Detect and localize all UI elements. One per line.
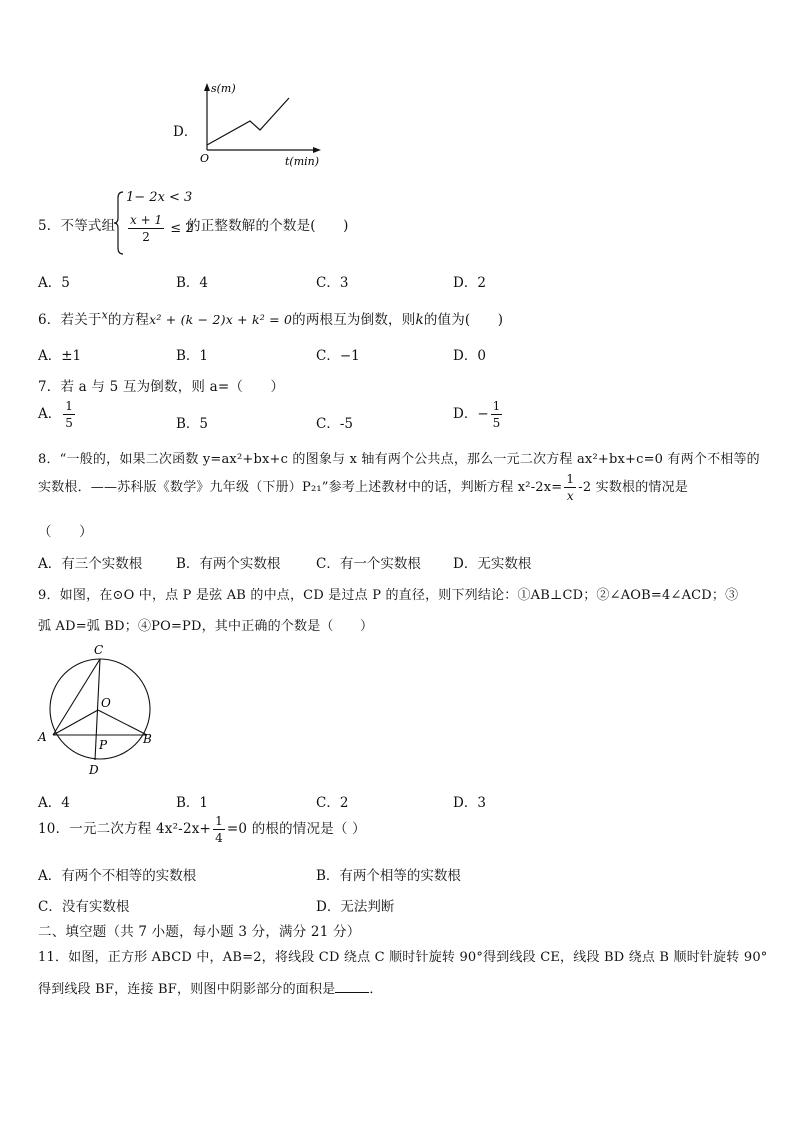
q10-option-d[interactable]: D．无法判断	[316, 899, 395, 915]
q5-inequality-2	[126, 214, 194, 243]
circle-figure	[35, 640, 160, 780]
q8-option-a[interactable]: A．有三个实数根	[38, 556, 143, 572]
q8-line-1: 8．“一般的，如果二次函数 y=ax²+bx+c 的图象与 x 轴有两个公共点，那么一元二次方程 ax²+bx+c=0 有两个不相等的	[38, 452, 760, 467]
q9-line-1: 9．如图，在⊙O 中，点 P 是弦 AB 的中点，CD 是过点 P 的直径，则下列结论：①AB⊥CD；②∠AOB=4∠ACD；③	[38, 588, 739, 603]
q6-option-a[interactable]: A．±1	[38, 348, 82, 364]
q7-opt-a-num: 1	[65, 399, 73, 413]
line-ao	[53, 710, 98, 735]
q8-line-2	[38, 473, 688, 502]
q6-option-c[interactable]: C．−1	[316, 348, 360, 364]
q7-opt-a-den: 5	[65, 416, 73, 430]
q8-line-3: （ ）	[38, 524, 93, 540]
q5-suffix: 的正整数解的个数是( )	[187, 218, 349, 234]
label-o: O	[101, 696, 111, 710]
q7-opt-d-num: 1	[492, 399, 501, 413]
option-d-label: D．	[173, 124, 198, 140]
q7-opt-d-label: D．−	[453, 406, 489, 422]
q7-option-a[interactable]	[38, 400, 77, 429]
line-ob	[98, 710, 147, 735]
q5-option-d[interactable]: D．2	[453, 275, 486, 291]
q7-opt-d-den: 5	[492, 416, 501, 430]
q6-equation: x² + (k − 2)x + k² = 0	[149, 312, 293, 327]
q10-option-b[interactable]: B．有两个相等的实数根	[316, 868, 461, 884]
q10-frac-den: 4	[215, 831, 223, 845]
q11-line-2-text: 得到线段 BF，连接 BF，则图中阴影部分的面积是	[38, 982, 336, 997]
label-b: B	[143, 732, 152, 746]
q7-opt-a-label: A．	[38, 406, 62, 422]
q6-text-4: 的值为( )	[423, 312, 504, 328]
label-p: P	[99, 738, 108, 752]
q7-option-d[interactable]	[453, 400, 504, 429]
q5-option-b[interactable]: B．4	[176, 275, 209, 291]
q7-option-c[interactable]: C．-5	[316, 416, 353, 432]
q6-stem	[38, 308, 503, 328]
q7-option-b[interactable]: B．5	[176, 416, 209, 432]
q9-option-d[interactable]: D．3	[453, 795, 486, 811]
y-axis-arrow-icon	[204, 83, 210, 91]
q8-line-2b: -2 实数根的情况是	[578, 480, 689, 495]
origin-label: O	[200, 152, 210, 165]
distance-time-graph	[195, 78, 330, 173]
q6-option-b[interactable]: B．1	[176, 348, 209, 364]
q10-option-a[interactable]: A．有两个不相等的实数根	[38, 868, 197, 884]
q8-line-2a: 实数根．——苏科版《数学》九年级（下册）P₂₁”参考上述教材中的话，判断方程 x²-2x=	[38, 480, 563, 495]
q9-option-b[interactable]: B．1	[176, 795, 209, 811]
q6-text-1: 6．若关于	[38, 312, 102, 328]
q8-option-c[interactable]: C．有一个实数根	[316, 556, 421, 572]
q8-frac-den: x	[566, 489, 574, 503]
q11-line-2	[38, 978, 383, 997]
label-c: C	[94, 643, 104, 657]
section-2-title: 二、填空题（共 7 小题，每小题 3 分，满分 21 分）	[38, 924, 361, 940]
q9-option-c[interactable]: C．2	[316, 795, 349, 811]
x-axis-arrow-icon	[313, 147, 321, 153]
q5-frac-den: 2	[142, 230, 150, 244]
y-axis-label: s(m)	[211, 82, 236, 95]
q6-text-2: 的方程	[108, 312, 150, 328]
q10-stem	[38, 815, 366, 844]
label-d: D	[89, 763, 99, 777]
q11-line-2-end: ．	[369, 982, 383, 997]
q11-line-1: 11．如图，正方形 ABCD 中，AB=2，将线段 CD 绕点 C 顺时针旋转 90°得到线段 CE，线段 BD 绕点 B 顺时针旋转 90°	[38, 950, 768, 965]
q8-option-d[interactable]: D．无实数根	[453, 556, 532, 572]
label-a: A	[38, 730, 47, 744]
q6-var-x: x	[101, 308, 108, 322]
q7-stem: 7．若 a 与 5 互为倒数，则 a=（ ）	[38, 379, 285, 395]
q10-stem-b: =0 的根的情况是（ ）	[226, 821, 366, 837]
q5-option-c[interactable]: C．3	[316, 275, 349, 291]
q10-option-c[interactable]: C．没有实数根	[38, 899, 130, 915]
q6-text-3: 的两根互为倒数，则	[292, 312, 416, 328]
q9-line-2: 弧 AD=弧 BD；④PO=PD，其中正确的个数是（ ）	[38, 619, 374, 634]
q11-answer-blank[interactable]	[335, 980, 369, 993]
graph-line	[207, 98, 289, 145]
q6-var-k: k	[415, 312, 424, 328]
q5-brace-icon	[113, 190, 125, 256]
q6-option-d[interactable]: D．0	[453, 348, 486, 364]
line-ac	[53, 659, 100, 735]
q5-ineq2-rhs: ≤ 2	[170, 221, 194, 236]
q8-option-b[interactable]: B．有两个实数根	[176, 556, 281, 572]
x-axis-label: t(min)	[285, 155, 320, 168]
q10-frac-num: 1	[215, 814, 223, 828]
q9-option-a[interactable]: A．4	[38, 795, 70, 811]
q5-option-a[interactable]: A．5	[38, 275, 70, 291]
q8-frac-num: 1	[566, 472, 575, 486]
q5-frac-num: x + 1	[130, 213, 163, 227]
q5-prefix: 5．不等式组	[38, 218, 116, 234]
q5-inequality-1: 1− 2x < 3	[126, 190, 193, 205]
q10-stem-a: 10．一元二次方程 4x²-2x+	[38, 821, 212, 837]
